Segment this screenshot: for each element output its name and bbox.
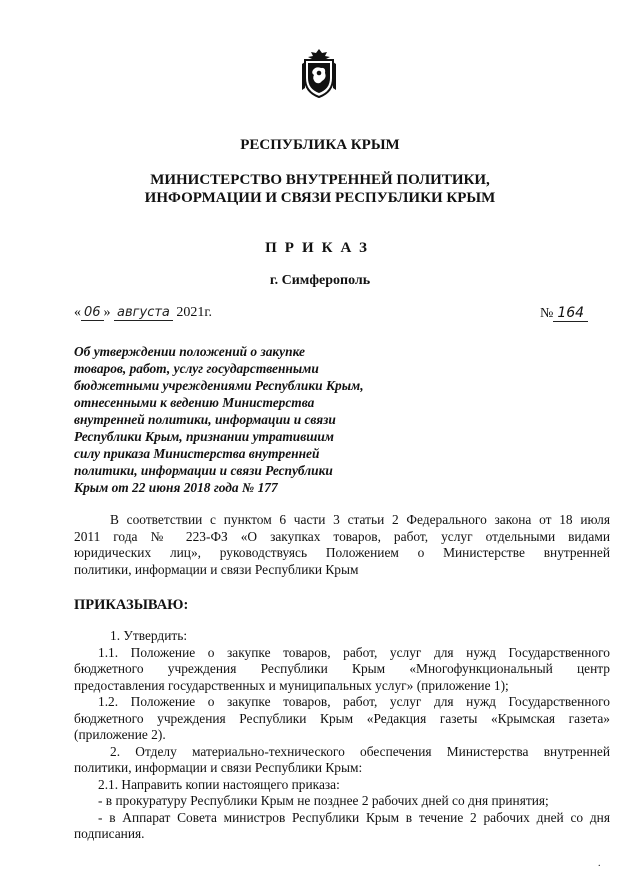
document-date (74, 305, 212, 321)
order-word: ПРИКАЗЫВАЮ: (74, 597, 189, 613)
crimea-coat-of-arms-icon (300, 48, 338, 98)
number-value: 164 (553, 305, 588, 322)
subject-line: Об утверждении положений о закупке (74, 344, 305, 359)
date-close-quote: » (103, 305, 111, 320)
item-1-2-line: (приложение 2). (74, 727, 166, 742)
item-1: 1. Утвердить: (110, 628, 188, 643)
item-1-2-line: бюджетного учреждения Республики Крым «Редакция газеты «Крымская газета» (74, 710, 610, 726)
item-2-line: 2. Отделу материально-технического обеспечения Министерства внутренней (110, 743, 610, 759)
order-items (74, 628, 610, 843)
subject-line: политики, информации и связи Республики (74, 463, 333, 478)
item-1-1-line: бюджетного учреждения Республики Крым «Многофункциональный центр (74, 661, 610, 676)
document-number (540, 305, 588, 322)
footer-mark: . (598, 858, 601, 869)
document-type: ПРИКАЗ (265, 240, 375, 256)
preamble-line: политики, информации и связи Республики Крым (74, 561, 359, 577)
document-subject (74, 343, 404, 496)
preamble-line: юридических лиц», руководствуясь Положением о Министерстве внутренней (74, 545, 610, 560)
subject-line: Республики Крым, признании утратившим (74, 429, 334, 444)
subject-line: отнесенными к ведению Министерства (74, 395, 315, 410)
subject-line: силу приказа Министерства внутренней (74, 446, 320, 461)
item-1-2-line: 1.2. Положение о закупке товаров, работ, услуг для нужд Государственного (98, 694, 610, 709)
subject-line: внутренней политики, информации и связи (74, 412, 336, 427)
date-year: 2021г. (176, 305, 213, 320)
ministry-title-line-1: МИНИСТЕРСТВО ВНУТРЕННЕЙ ПОЛИТИКИ, (150, 172, 490, 188)
item-2-1-b-line: - в Аппарат Совета министров Республики Крым в течение 2 рабочих дней со дня (98, 809, 610, 825)
preamble-paragraph (74, 512, 610, 578)
subject-line: Крым от 22 июня 2018 года № 177 (74, 480, 278, 495)
item-2-1-a: - в прокуратуру Республики Крым не позднее 2 рабочих дней со дня принятия; (98, 793, 549, 808)
subject-line: бюджетными учреждениями Республики Крым, (74, 378, 364, 393)
date-day: 06 (81, 305, 104, 321)
item-1-1-line: 1.1. Положение о закупке товаров, работ, услуг для нужд Государственного (98, 644, 610, 660)
number-prefix: № (540, 306, 554, 321)
item-2-1: 2.1. Направить копии настоящего приказа: (98, 776, 340, 792)
preamble-line: В соответствии с пунктом 6 части 3 статьи 2 Федерального закона от 18 июля (110, 512, 610, 527)
subject-line: товаров, работ, услуг государственными (74, 361, 319, 376)
preamble-line: 2011 года № 223-ФЗ «О закупках товаров, работ, услуг отдельными видами (74, 528, 610, 544)
document-city: г. Симферополь (269, 273, 371, 288)
item-2-1-b-line: подписания. (74, 826, 145, 841)
republic-title: РЕСПУБЛИКА КРЫМ (240, 137, 400, 153)
item-1-1-line: предоставления государственных и муниципальных услуг» (приложение 1); (74, 677, 509, 693)
date-month: августа (114, 305, 173, 321)
date-open-quote: « (74, 305, 81, 320)
item-2-line: политики, информации и связи Республики Крым: (74, 760, 363, 775)
ministry-title-line-2: ИНФОРМАЦИИ И СВЯЗИ РЕСПУБЛИКИ КРЫМ (144, 190, 496, 206)
